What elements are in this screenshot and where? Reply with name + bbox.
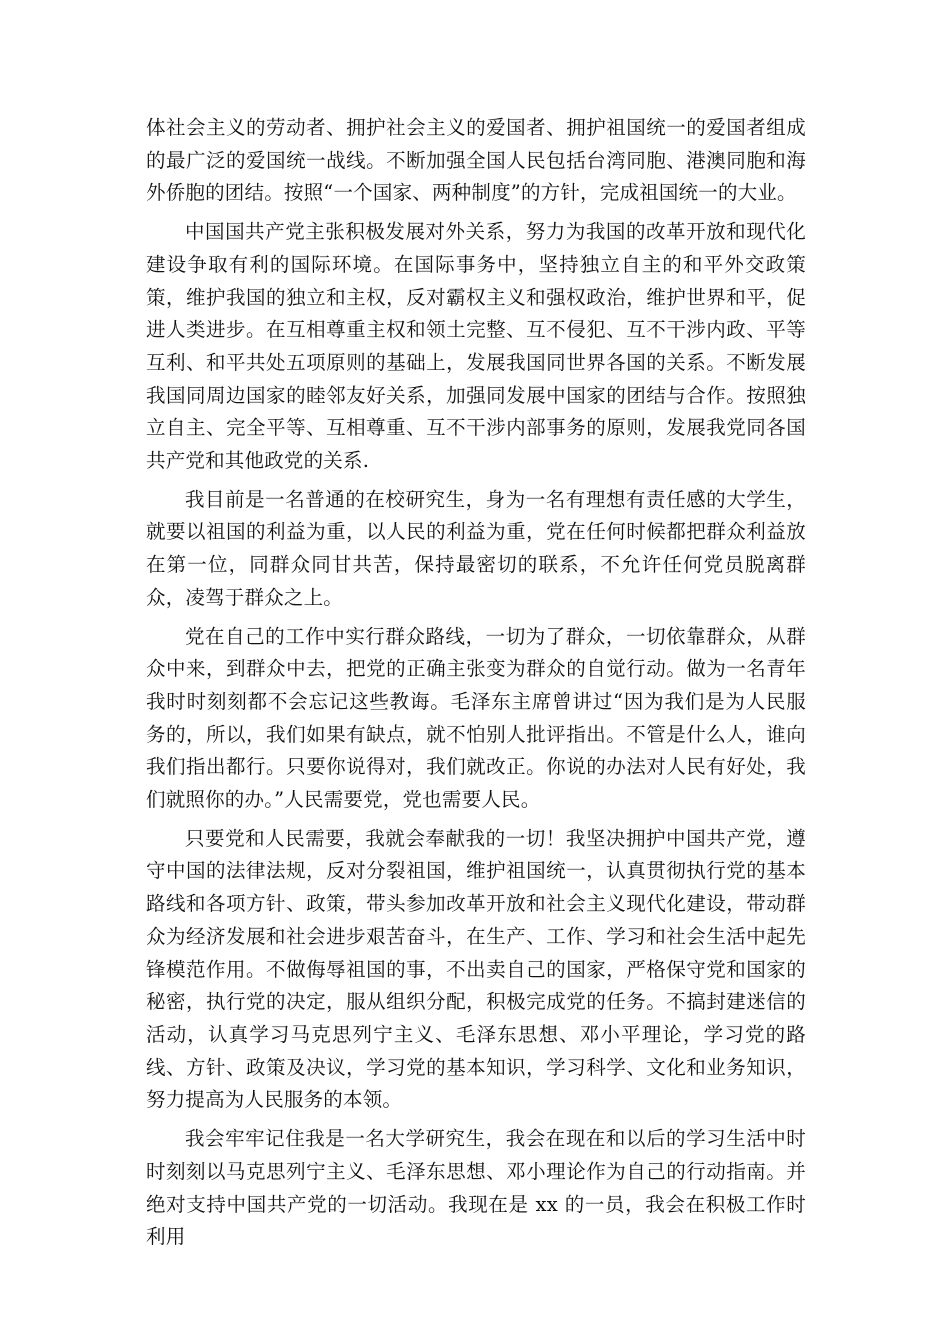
paragraph-3: 我目前是一名普通的在校研究生，身为一名有理想有责任感的大学生，就要以祖国的利益为重，以人民的利益为重，党在任何时候都把群众利益放在第一位，同群众同甘共苦，保持最密切的联系，不允许任何党员脱离群众，凌驾于群众之上。: [146, 487, 806, 609]
document-page: [146, 112, 806, 1260]
paragraph-5: 只要党和人民需要，我就会奉献我的一切！我坚决拥护中国共产党，遵守中国的法律法规，反对分裂祖国，维护祖国统一，认真贯彻执行党的基本路线和各项方针、政策，带头参加改革开放和社会主义现代化建设，带动群众为经济发展和社会进步艰苦奋斗，在生产、工作、学习和社会生活中起先锋模范作用。不做侮辱祖国的事，不出卖自己的国家，严格保守党和国家的秘密，执行党的决定，服从组织分配，积极完成党的任务。不搞封建迷信的活动，认真学习马克思列宁主义、毛泽东思想、邓小平理论，学习党的路线、方针、政策及决议，学习党的基本知识，学习科学、文化和业务知识，努力提高为人民服务的本领。: [146, 826, 806, 1112]
paragraph-6: 我会牢牢记住我是一名大学研究生，我会在现在和以后的学习生活中时时刻刻以马克思列宁主义、毛泽东思想、邓小理论作为自己的行动指南。并绝对支持中国共产党的一切活动。我现在是 xx 的一员，我会在积极工作时利用: [146, 1127, 806, 1249]
paragraph-1: 体社会主义的劳动者、拥护社会主义的爱国者、拥护祖国统一的爱国者组成的最广泛的爱国统一战线。不断加强全国人民包括台湾同胞、港澳同胞和海外侨胞的团结。按照“一个国家、两种制度”的方针，完成祖国统一的大业。: [146, 116, 806, 205]
paragraph-2: 中国国共产党主张积极发展对外关系，努力为我国的改革开放和现代化建设争取有利的国际环境。在国际事务中，坚持独立自主的和平外交政策策，维护我国的独立和主权，反对霸权主义和强权政治，维护世界和平，促进人类进步。在互相尊重主权和领土完整、互不侵犯、互不干涉内政、平等互利、和平共处五项原则的基础上，发展我国同世界各国的关系。不断发展我国同周边国家的睦邻友好关系，加强同发展中国家的团结与合作。按照独立自主、完全平等、互相尊重、互不干涉内部事务的原则，发展我党同各国共产党和其他政党的关系.: [146, 220, 806, 473]
paragraph-4: 党在自己的工作中实行群众路线，一切为了群众，一切依靠群众，从群众中来，到群众中去，把党的正确主张变为群众的自觉行动。做为一名青年我时时刻刻都不会忘记这些教诲。毛泽东主席曾讲过“因为我们是为人民服务的，所以，我们如果有缺点，就不怕别人批评指出。不管是什么人，谁向我们指出都行。只要你说得对，我们就改正。你说的办法对人民有好处，我们就照你的办。”人民需要党，党也需要人民。: [146, 624, 806, 812]
